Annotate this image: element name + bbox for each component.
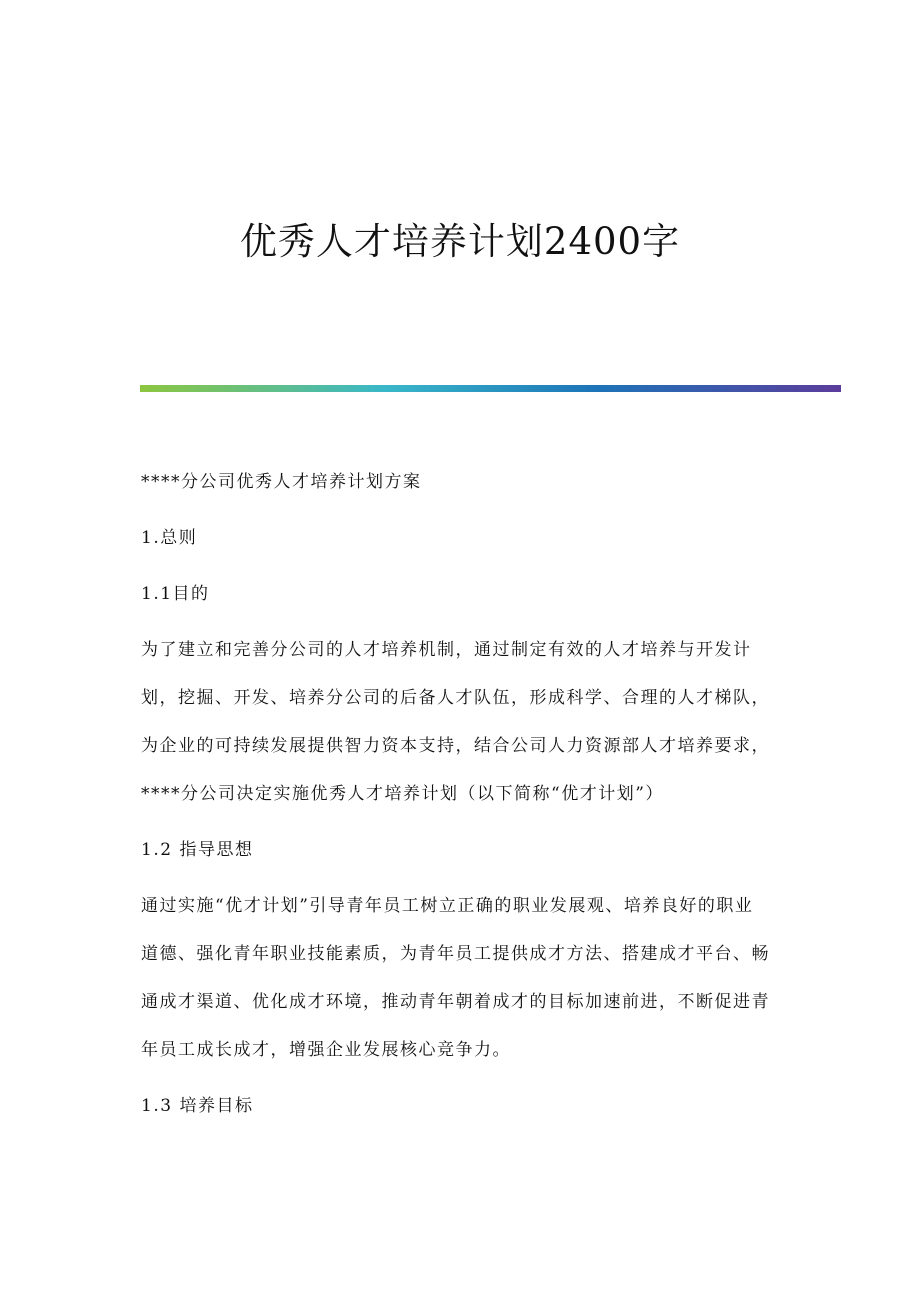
plan-title: ****分公司优秀人才培养计划方案 — [141, 472, 422, 492]
gradient-divider — [140, 385, 841, 392]
paragraph-line: 划，挖掘、开发、培养分公司的后备人才队伍，形成科学、合理的人才梯队， — [141, 688, 770, 708]
section-heading-purpose: 1.1目的 — [141, 584, 210, 604]
document-title: 优秀人才培养计划2400字 — [239, 220, 681, 263]
paragraph-guiding-idea — [141, 891, 773, 1066]
paragraph-line: 通成才渠道、优化成才环境，推动青年朝着成才的目标加速前进，不断促进青 — [141, 992, 770, 1012]
document-body — [141, 467, 773, 1147]
paragraph-purpose — [141, 635, 773, 810]
section-heading-training-goal: 1.3 培养目标 — [141, 1096, 254, 1116]
paragraph-line: 为企业的可持续发展提供智力资本支持，结合公司人力资源部人才培养要求， — [141, 736, 770, 756]
paragraph-line: 为了建立和完善分公司的人才培养机制，通过制定有效的人才培养与开发计 — [141, 640, 752, 660]
section-heading-general: 1.总则 — [141, 528, 198, 548]
paragraph-line: 通过实施“优才计划”引导青年员工树立正确的职业发展观、培养良好的职业 — [141, 896, 754, 916]
paragraph-line: 年员工成长成才，增强企业发展核心竞争力。 — [141, 1040, 511, 1060]
section-heading-guiding-idea: 1.2 指导思想 — [141, 840, 254, 860]
paragraph-line: 道德、强化青年职业技能素质，为青年员工提供成才方法、搭建成才平台、畅 — [141, 944, 770, 964]
paragraph-line: ****分公司决定实施优秀人才培养计划（以下简称“优才计划”） — [141, 784, 664, 804]
